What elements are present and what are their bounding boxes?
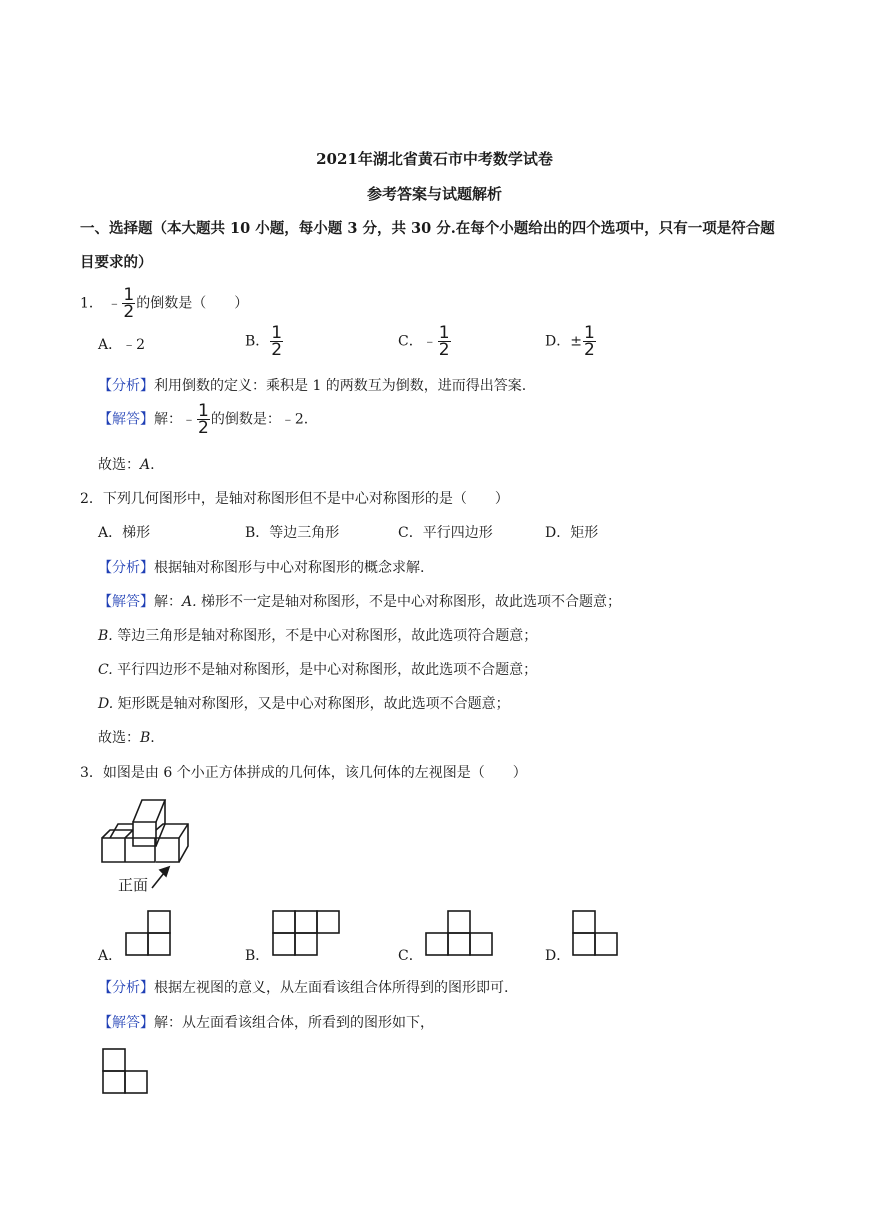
q2-option-b-label: B． [245,525,270,541]
q1-answer-numerator: 1 [198,401,209,421]
q3-number: 3． [80,765,103,781]
q2-choice [98,727,155,747]
q1-option-a-label: A． [98,337,123,353]
q2-answer-b-text: 等边三角形是轴对称图形，不是中心对称图形，故此选项符合题意； [117,628,538,644]
q3-option-a-label: A． [98,948,123,964]
q1-option-d-fraction [583,325,596,358]
q3-analysis-text: 根据左视图的意义，从左面看该组合体所得到的图形即可. [154,980,509,996]
q1-option-d-numerator: 1 [583,323,595,343]
analysis-label: 【分析】 [98,560,154,576]
q2-option-b-text: 等边三角形 [269,525,340,541]
q2-answer-jie: 解： [154,594,182,610]
page-title: 2021年湖北省黄石市中考数学试卷 [316,150,553,168]
q1-analysis-text: 利用倒数的定义：乘积是 1 的两数互为倒数，进而得出答案. [154,378,527,394]
top-cube-top [133,800,165,822]
q2-stem-text: 下列几何图形中，是轴对称图形但不是中心对称图形的是（ ） [102,491,509,507]
q1-answer-jie: 解： [154,411,182,428]
q1-choice [98,454,155,474]
q2-choice-label: 故选： [98,730,140,746]
q2-answer-c-letter: C. [98,662,113,678]
q3-option-a-figure [125,910,173,958]
q2-option-a-text: 梯形 [122,525,151,541]
q2-analysis [98,557,424,577]
back-right-top [156,824,188,862]
q1-option-b-fraction [270,325,283,358]
q2-answer-c-text: 平行四边形不是轴对称图形，是中心对称图形，故此选项不合题意； [117,662,538,678]
answer-label: 【解答】 [98,1015,154,1031]
q2-analysis-text: 根据轴对称图形与中心对称图形的概念求解. [154,560,425,576]
section-heading-line2: 目要求的） [80,254,153,271]
q3-option-d-label: D． [545,948,571,964]
q3-answer-jie: 解： [154,1015,182,1031]
q1-option-d [545,325,597,358]
q1-option-c-numerator: 1 [438,323,450,343]
q2-option-d [545,522,598,542]
q2-option-b [245,522,339,542]
q3-option-b-figure [272,910,342,958]
analysis-label: 【分析】 [98,980,154,996]
q2-option-a [98,522,150,542]
q3-answer [98,1012,434,1032]
q1-option-d-pm: ± [570,333,582,350]
q3-option-d-figure [572,910,620,958]
q1-option-d-denominator: 2 [583,340,595,360]
q1-option-c [398,325,452,358]
q1-option-b-numerator: 1 [271,323,283,343]
q2-option-d-text: 矩形 [570,525,599,541]
q1-analysis [98,375,526,395]
front-view-label: 正面 [118,876,149,894]
q1-option-c-denominator: 2 [438,340,450,360]
q2-choice-end: . [150,730,155,746]
q2-answer-line-d [98,693,510,713]
q3-answer-text: 从左面看该组合体，所看到的图形如下， [182,1015,434,1031]
q1-number: 1． [80,295,103,312]
answer-label: 【解答】 [98,594,154,610]
q2-option-c-text: 平行四边形 [422,525,493,541]
q1-choice-end: . [150,457,155,473]
q2-answer-a-letter: A. [182,594,197,610]
q1-option-c-label: C． [398,333,423,350]
answer-label: 【解答】 [98,411,154,428]
q1-option-b-label: B． [245,333,270,350]
q2-answer-line-a [98,591,621,611]
q2-stem [80,488,509,508]
q1-stem [80,287,248,320]
q2-option-c-label: C． [398,525,423,541]
q3-option-b-label: B． [245,948,270,964]
q2-answer-a-text: 梯形不一定是轴对称图形，不是中心对称图形，故此选项不合题意； [201,594,622,610]
q2-option-d-label: D． [545,525,571,541]
top-cube-side [156,800,165,846]
q1-answer [98,403,308,436]
q2-answer-b-letter: B. [98,628,113,644]
q2-option-a-label: A． [98,525,123,541]
q2-choice-letter: B [140,730,151,746]
q1-option-a-text: ﹣2 [122,337,146,353]
q1-stem-tail: 的倒数是（ ） [136,295,249,312]
q1-answer-fraction [197,403,210,436]
q1-option-b-denominator: 2 [271,340,283,360]
front-row [102,838,155,862]
q1-option-c-fraction [438,325,451,358]
q1-fraction [122,287,135,320]
q1-option-a [98,334,145,354]
page-subtitle: 参考答案与试题解析 [366,185,502,203]
q2-answer-d-text: 矩形既是轴对称图形，又是中心对称图形，故此选项不合题意； [117,696,510,712]
q3-analysis [98,977,508,997]
q1-choice-label: 故选： [98,457,140,473]
q2-option-c [398,522,493,542]
q2-answer-line-c [98,659,537,679]
q2-answer-d-letter: D. [98,696,114,712]
q1-minus: ﹣ [107,295,122,312]
q1-fraction-numerator: 1 [123,285,135,305]
right-cube-front [156,838,179,862]
q3-stem [80,762,527,782]
q2-answer-line-b [98,625,537,645]
arrow-icon [150,866,174,890]
q3-stem-text: 如图是由 6 个小正方体拼成的几何体，该几何体的左视图是（ ） [102,765,527,781]
q1-option-b [245,325,284,358]
top-cube-front [133,822,156,846]
q2-number: 2． [80,491,103,507]
back-left-top [110,824,133,838]
q1-answer-denominator: 2 [198,418,209,438]
q1-answer-minus: ﹣ [182,411,196,428]
section-heading-line1: 一、选择题（本大题共 10 小题，每小题 3 分，共 30 分.在每个小题给出的四个选项中，只有一项是符合题 [80,220,775,237]
q3-option-c-label: C． [398,948,423,964]
q1-fraction-denominator: 2 [123,302,135,322]
analysis-label: 【分析】 [98,378,154,394]
q1-option-c-minus: ﹣ [422,333,437,350]
q1-answer-tail: 的倒数是：﹣2. [210,411,309,428]
q1-choice-letter: A [140,457,151,473]
q3-option-c-figure [425,910,495,958]
q1-option-d-label: D． [545,333,571,350]
q3-answer-figure [102,1048,150,1096]
